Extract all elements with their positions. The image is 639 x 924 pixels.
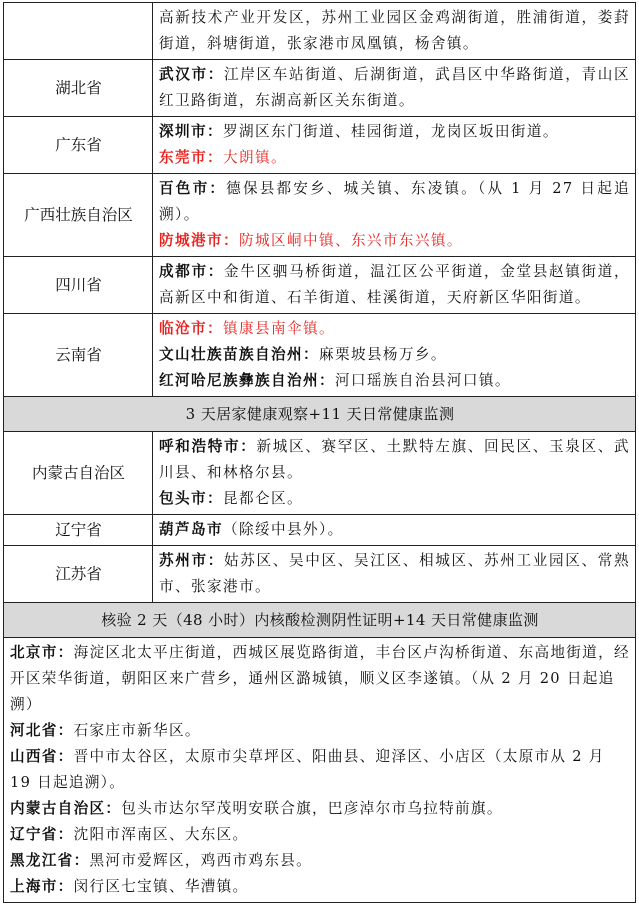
city-label: 百色市：: [159, 180, 227, 197]
places-text: 石家庄市新华区。: [73, 722, 201, 739]
table-row: [4, 257, 636, 314]
region-line: [10, 744, 630, 796]
places-text: 黑河市爱辉区，鸡西市鸡东县。: [89, 852, 312, 869]
region-label: 上海市：: [10, 878, 74, 895]
city-label: 文山壮族苗族自治州：: [159, 346, 319, 363]
table-row: [4, 432, 636, 515]
places-text: 防城区峒中镇、东兴市东兴镇。: [238, 232, 463, 249]
places-text: 麻栗坡县杨万乡。: [318, 346, 447, 363]
section-header-row: [4, 397, 636, 432]
region-policy-table: [3, 2, 636, 903]
places-cell: [153, 432, 636, 515]
places-text: 江岸区车站街道、后湖街道，武昌区中华路街道，青山区红卫路街道，东湖高新区关东街道。: [159, 66, 630, 109]
places-text: 闵行区七宝镇、华漕镇。: [73, 878, 249, 895]
places-text: 罗湖区东门街道、桂园街道，龙岗区坂田街道。: [222, 123, 559, 140]
places-text: 昆都仑区。: [222, 490, 303, 507]
table-row: [4, 638, 636, 903]
city-label: 葫芦岛市: [159, 521, 223, 538]
full-width-cell: [4, 638, 636, 903]
region-line: [10, 848, 630, 874]
region-label: 黑龙江省：: [10, 852, 90, 869]
city-label: 呼和浩特市：: [159, 438, 257, 455]
city-line-highlighted: [159, 316, 630, 342]
places-text: 晋中市太谷区，太原市尖草坪区、阳曲县、迎泽区、小店区（太原市从 2 月 19 日起追溯）。: [10, 748, 605, 791]
region-cell: 湖北省: [4, 60, 153, 117]
city-line-highlighted: [159, 228, 630, 254]
city-label: 红河哈尼族彝族自治州：: [159, 372, 335, 389]
region-cell: 内蒙古自治区: [4, 432, 153, 515]
places-text: 大朗镇。: [222, 149, 287, 166]
region-label: 北京市：: [10, 644, 74, 661]
city-label: 临沧市：: [159, 320, 223, 337]
section-header-row: [4, 603, 636, 638]
region-cell: 广东省: [4, 117, 153, 174]
city-label: 东莞市：: [159, 149, 223, 166]
places-text: 沈阳市浑南区、大东区。: [73, 826, 249, 843]
city-label: 防城港市：: [159, 232, 239, 249]
region-cell: 四川省: [4, 257, 153, 314]
city-label: 苏州市：: [159, 552, 224, 569]
table-row: [4, 3, 636, 60]
table-row: [4, 314, 636, 397]
city-line: [159, 368, 630, 394]
places-cell: 高新技术产业开发区，苏州工业园区金鸡湖街道，胜浦街道，娄葑街道，斜塘街道，张家港市凤凰镇，杨舍镇。: [153, 3, 636, 60]
places-cell: [153, 117, 636, 174]
region-cell: 云南省: [4, 314, 153, 397]
places-text: 包头市达尔罕茂明安联合旗，巴彦淖尔市乌拉特前旗。: [121, 800, 503, 817]
table-row: [4, 546, 636, 603]
places-text: 德保县都安乡、城关镇、东凌镇。（从 1 月 27 日起追溯）。: [159, 180, 630, 223]
places-cell: [153, 314, 636, 397]
city-line: [159, 176, 630, 228]
places-cell: [153, 174, 636, 257]
region-line: [10, 874, 630, 900]
region-cell-empty: [4, 3, 153, 60]
places-text: （除绥中县外）。: [222, 521, 344, 538]
region-cell: 广西壮族自治区: [4, 174, 153, 257]
table-row: [4, 174, 636, 257]
city-line: [159, 342, 630, 368]
places-text: 海淀区北太平庄街道，西城区展览路街道，丰台区卢沟桥街道、东高地街道，经开区荣华街道，朝阳区来广营乡，通州区潞城镇，顺义区李遂镇。（从 2 月 20 日起追溯）: [10, 644, 630, 713]
table-row: [4, 515, 636, 546]
region-cell: 江苏省: [4, 546, 153, 603]
city-line-highlighted: [159, 145, 630, 171]
region-label: 山西省：: [10, 748, 74, 765]
region-label: 内蒙古自治区：: [10, 800, 122, 817]
city-label: 深圳市：: [159, 123, 223, 140]
city-label: 包头市：: [159, 490, 223, 507]
places-cell: [153, 546, 636, 603]
places-text: 新城区、赛罕区、土默特左旗、回民区、玉泉区、武川县、和林格尔县。: [159, 438, 630, 481]
region-line: [10, 822, 630, 848]
table-row: [4, 117, 636, 174]
region-line: [10, 718, 630, 744]
region-line: [10, 796, 630, 822]
places-cell: [153, 60, 636, 117]
region-label: 辽宁省：: [10, 826, 74, 843]
region-cell: 辽宁省: [4, 515, 153, 546]
city-line: [159, 486, 630, 512]
section-header: 核验 2 天（48 小时）内核酸检测阴性证明+14 天日常健康监测: [4, 603, 636, 638]
places-text: 镇康县南伞镇。: [222, 320, 335, 337]
city-label: 成都市：: [159, 263, 224, 280]
places-text: 姑苏区、吴中区、吴江区、相城区、苏州工业园区、常熟市、张家港市。: [159, 552, 630, 595]
table-row: [4, 60, 636, 117]
city-line: [159, 434, 630, 486]
city-label: 武汉市：: [159, 66, 224, 83]
places-cell: [153, 257, 636, 314]
city-line: [159, 119, 630, 145]
places-cell: [153, 515, 636, 546]
section-header: 3 天居家健康观察+11 天日常健康监测: [4, 397, 636, 432]
region-line: [10, 640, 630, 718]
places-text: 金牛区驷马桥街道，温江区公平街道，金堂县赵镇街道，高新区中和街道、石羊街道、桂溪街道，天府新区华阳街道。: [159, 263, 630, 306]
region-label: 河北省：: [10, 722, 74, 739]
places-text: 河口瑶族自治县河口镇。: [334, 372, 511, 389]
